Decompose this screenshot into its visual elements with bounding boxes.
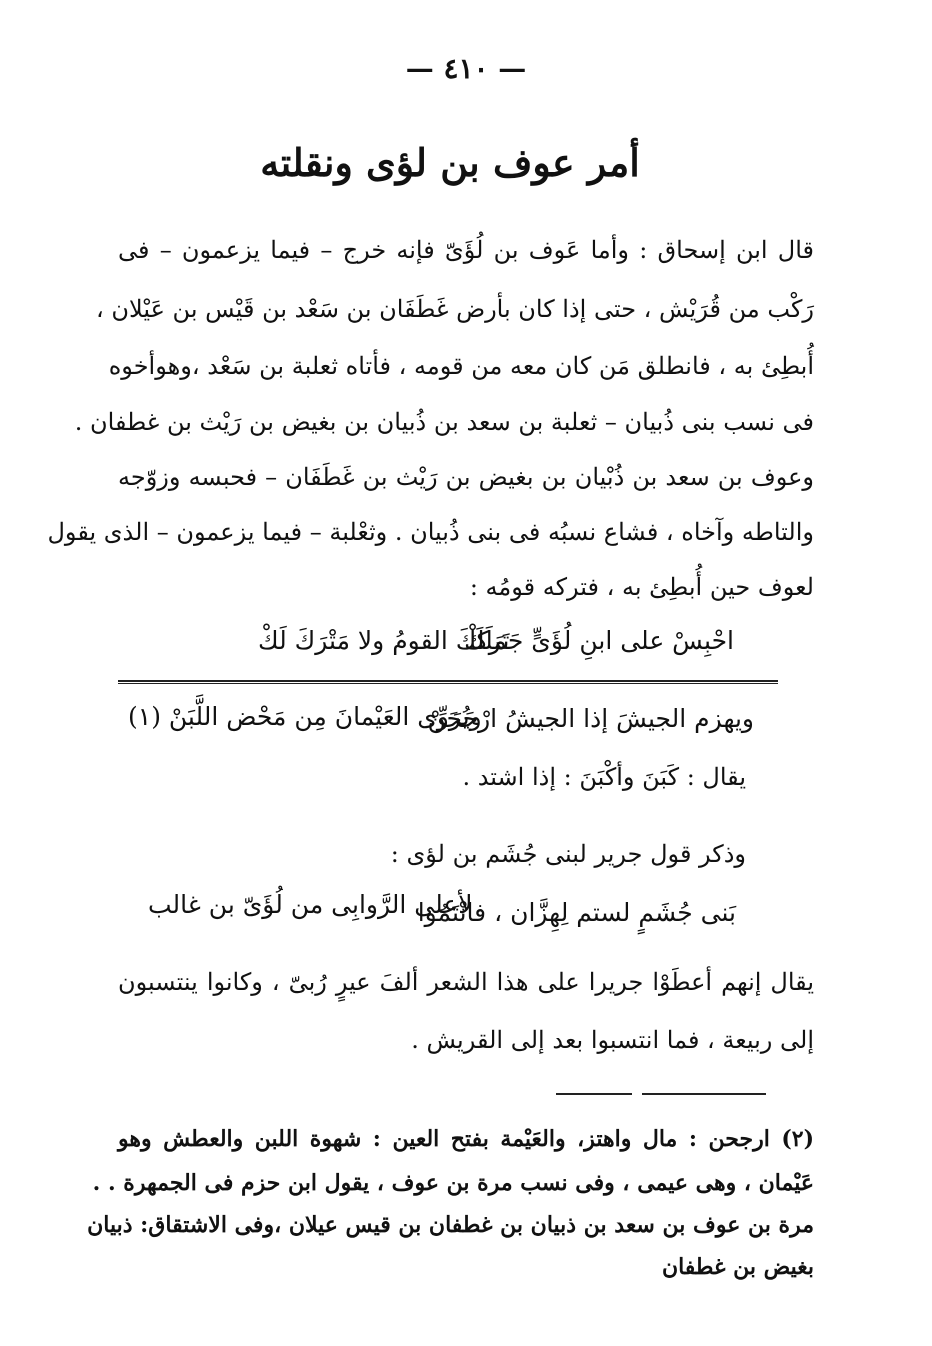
verse-hemistich-left: لأعلى الرَّوابِى من لُؤَىّ بن غالب [148, 890, 473, 919]
verse-hemistich-right: ويهزم الجيشَ إذا الجيشُ ارْجَحَنْ [427, 704, 754, 733]
body-line: إلى ربيعة ، فما انتسبوا بعد إلى القريش . [411, 1026, 814, 1054]
footnote-line: عَيْمان ، وهى عيمى ، وفى نسب مرة بن عوف ، يقول ابن حزم فى الجمهرة . . [92, 1170, 814, 1196]
footnote-rule [642, 1093, 766, 1095]
jarir-intro: وذكر قول جرير لبنى جُشَم بن لؤى : [390, 840, 746, 868]
footnote-line: بغيض بن غطفان [661, 1254, 814, 1280]
lexical-note: يقال : كَبَنَ وأكْبَنَ : إذا اشتد . [462, 763, 746, 791]
chapter-title: أمر عوف بن لؤى ونقلته [260, 140, 640, 185]
body-line: قال ابن إسحاق : وأما عَوف بن لُؤَىّ فإنه خرج – فيما يزعمون – فى [118, 236, 814, 264]
body-line: وعوف بن سعد بن ذُبْيان بن بغيض بن رَيْث بن غَطَفَان – فحبسه وزوّجه [118, 463, 815, 491]
body-line: والتاطه وآخاه ، فشاع نسبُه فى بنى ذُبيان . وثعْلبة – فيما يزعمون – الذى يقول [47, 518, 814, 546]
body-line: أُبطِئ به ، فانطلق مَن كان معه من قومه ، فأتاه ثعلبة بن سَعْد ،وهوأخوه [108, 352, 814, 380]
verse-hemistich-right: بَنى جُشَمٍ لستم لِهِزَّان ، فانْتَمُوا [417, 898, 736, 927]
footnote-rule [556, 1093, 632, 1095]
verse-hemistich-right: احْبِسْ على ابنِ لُؤَىٍّ جَمَلَكْ [464, 626, 734, 655]
body-line: لعوف حين أُبطِئ به ، فتركه قومُه : [469, 573, 814, 601]
footnote-line: مرة بن عوف بن سعد بن ذبيان بن غطفان بن قيس عيلان ،وفى الاشتقاق: ذبيان [87, 1212, 814, 1238]
footnote-line: (٢) ارجحن : مال واهتز، والعَيْمة بفتح العين : شهوة اللبن والعطش وهو [118, 1126, 814, 1152]
separator-rule [118, 680, 778, 682]
body-line: رَكْب من قُرَيْش ، حتى إذا كان بأرض غَطَفَان بن سَعْد بن قَيْس بن عَيْلان ، [96, 295, 814, 323]
body-line: فى نسب بنى ذُبيان – ثعلبة بن سعد بن ذُبيان بن بغيض بن رَيْث بن غطفان . [74, 408, 814, 436]
verse-hemistich-left: ويُرَوِّى العَيْمانَ مِن مَحْض اللَّبَنْ (١) [128, 702, 482, 731]
separator-rule [118, 683, 778, 684]
verse-hemistich-left: تَركَكَ القومُ ولا مَتْرَكَ لَكْ [258, 626, 510, 655]
body-line: يقال إنهم أعطَوْا جريرا على هذا الشعر ألفَ عيرٍ رُبىّ ، وكانوا ينتسبون [118, 968, 814, 996]
page-number: — ٤١٠ — [405, 52, 527, 85]
